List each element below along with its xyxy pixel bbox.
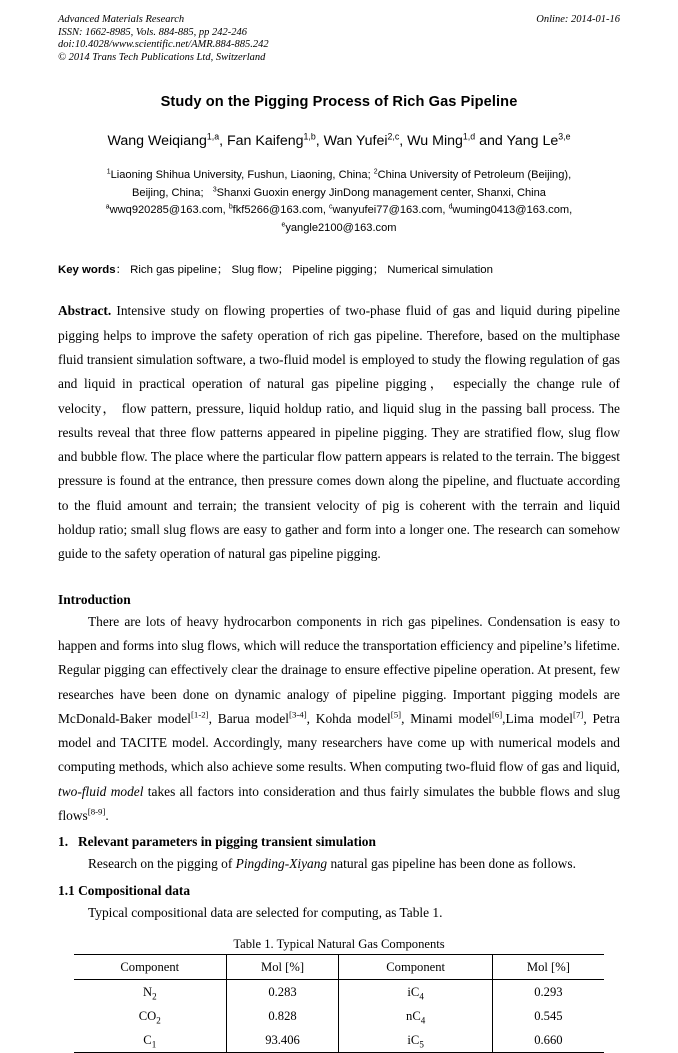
component-subscript: 2 xyxy=(152,991,157,1002)
section1-paragraph xyxy=(58,852,620,876)
author-list xyxy=(58,133,620,149)
component-formula: CO xyxy=(138,1008,157,1023)
intro-text-e: ,Lima model xyxy=(502,710,574,726)
section-title-1: Relevant parameters in pigging transient simulation xyxy=(78,834,376,850)
author-affiliation-marker: 2,c xyxy=(387,131,400,142)
component-subscript: 5 xyxy=(419,1039,424,1050)
table-caption: Table 1. Typical Natural Gas Components xyxy=(233,936,445,951)
author-separator: , xyxy=(399,133,408,149)
table-column-header-component-2: Component xyxy=(339,954,492,979)
affiliation-text-2a: Beijing, China; xyxy=(132,186,213,199)
journal-running-header xyxy=(58,14,620,66)
intro-text-g: takes all factors into consideration and thus fairly simulates the bubble flows and slug flows xyxy=(58,783,620,824)
online-date: Online: 2014-01-16 xyxy=(536,14,620,25)
table-cell-component xyxy=(74,1028,226,1053)
author-separator: , xyxy=(315,133,324,149)
intro-text-b: , Barua model xyxy=(208,710,289,726)
section-heading-introduction: Introduction xyxy=(58,591,131,607)
email-marker-e: e xyxy=(281,221,286,229)
citation-2[interactable]: [3-4] xyxy=(289,709,307,720)
journal-issn: ISSN: 1662-8985, Vols. 884-885, pp 242-246 xyxy=(58,26,247,38)
affiliation-marker-3: 3 xyxy=(212,185,217,193)
component-formula: nC xyxy=(406,1008,421,1023)
component-formula: iC xyxy=(407,1032,420,1047)
citation-3[interactable]: [5] xyxy=(390,709,402,720)
table-cell-mol: 0.293 xyxy=(492,979,604,1004)
intro-text-d: , Minami model xyxy=(401,710,492,726)
author-affiliation-marker: 1,a xyxy=(206,131,220,142)
affiliation-text-1b: China University of Petroleum (Beijing), xyxy=(377,169,572,181)
component-subscript: 4 xyxy=(419,991,424,1002)
affiliation-block xyxy=(58,167,620,237)
citation-4[interactable]: [6] xyxy=(491,709,503,720)
section11-paragraph: Typical compositional data are selected for computing, as Table 1. xyxy=(88,904,443,920)
affiliation-line-1 xyxy=(58,167,620,185)
journal-copyright: © 2014 Trans Tech Publications Ltd, Switzerland xyxy=(58,51,266,63)
affiliation-text-2b: Shanxi Guoxin energy JinDong management center, Shanxi, China xyxy=(216,186,546,199)
keywords-text: Rich gas pipeline； Slug flow； Pipeline pigging； Numerical simulation xyxy=(127,264,493,277)
table-column-header-mol-2: Mol [%] xyxy=(492,954,604,979)
component-formula: N xyxy=(142,984,153,999)
table-cell-component xyxy=(339,1004,492,1028)
component-subscript: 2 xyxy=(156,1015,161,1026)
abstract-text: Intensive study on flowing properties of two-phase fluid of gas and liquid during pipeline pigging helps to improve the safety operation of rich gas pipeline. Therefore, based on the multiphase fluid transient simulation software, a two-fluid model is employed to study the flowing regulation of gas and liquid in practical operation of natural gas pipeline pigging， especially the change rule of velocity， flow pattern, pressure, liquid holdup ratio, and liquid slug in the passing ball process. The results reveal that three flow patterns appeared in pipeline pigging. They are stratified flow, slug flow and bubble flow. The place where the particular flow pattern appears is related to the terrain. The biggest pressure is found at the entrance, then pressure comes down along the pipeline, and fluctuate according to the fluid amount and terrain; the transient velocity of pig is coherent with the terrain and liquid holdup ratio; small slug flows are easy to gather and form into a longer one. The research can somehow guide to the safety operation of natural gas pipeline pigging. xyxy=(58,303,620,562)
email-c[interactable]: wanyufei77@163.com, xyxy=(332,204,449,217)
email-e[interactable]: yangle2100@163.com xyxy=(285,221,397,234)
affiliation-text-1a: Liaoning Shihua University, Fushun, Liaoning, China; xyxy=(110,169,374,181)
citation-5[interactable]: [7] xyxy=(573,709,584,720)
table-row xyxy=(74,1004,604,1028)
table-cell-component xyxy=(339,1028,492,1053)
citation-6[interactable]: [8-9] xyxy=(87,806,106,817)
table-cell-mol: 0.660 xyxy=(492,1028,604,1053)
section-heading-1-1: 1.1 Compositional data xyxy=(58,882,191,898)
component-formula: C xyxy=(143,1032,152,1047)
section1-emphasis-pipeline-name: Pingding-Xiyang xyxy=(235,856,328,872)
table-cell-component xyxy=(74,1004,226,1028)
keywords-label: Key words xyxy=(58,264,116,277)
table-row xyxy=(74,979,604,1004)
author-name: Yang Le xyxy=(506,133,559,149)
intro-text-a: There are lots of heavy hydrocarbon components in rich gas pipelines. Condensation is easy to happen and forms into slug flows, which will reduce the transportation efficiency and pipeline’s lifetime. Regular pigging can effectively clear the drainage to ensure effective pipeline operation. At present, few researches have been done on dynamic analogy of pipeline pigging. Important pigging models are McDonald-Baker model xyxy=(58,613,621,726)
section1-text-b: natural gas pipeline has been done as follows. xyxy=(327,856,576,872)
gas-components-table xyxy=(74,954,604,1053)
table-cell-mol: 0.545 xyxy=(492,1004,604,1028)
affiliation-line-2 xyxy=(58,185,620,203)
journal-doi: doi:10.4028/www.scientific.net/AMR.884-885.242 xyxy=(58,39,269,51)
intro-text-c: , Kohda model xyxy=(306,710,391,726)
author-separator: , xyxy=(219,133,227,149)
intro-text-f: , Petra model and TACITE model. Accordingly, many researchers have come up with numerical models and computing methods, which also achieve some results. When computing two-fluid flow of gas and liquid, xyxy=(58,710,620,775)
affiliation-marker-1: 1 xyxy=(106,168,111,176)
email-line-2 xyxy=(58,220,620,238)
author-name: Wang Weiqiang xyxy=(107,133,207,149)
citation-1[interactable]: [1-2] xyxy=(190,709,209,720)
table-header-row xyxy=(74,954,604,979)
keywords-line xyxy=(58,261,620,277)
introduction-paragraph xyxy=(58,610,620,829)
table-column-header-mol-1: Mol [%] xyxy=(226,954,339,979)
component-formula: iC xyxy=(407,984,420,999)
author-affiliation-marker: 1,b xyxy=(303,131,316,142)
table-header xyxy=(74,954,604,979)
table-cell-mol: 93.406 xyxy=(226,1028,339,1053)
author-name: Wan Yufei xyxy=(323,133,388,149)
section-number-1: 1. xyxy=(58,834,69,850)
section-heading-1 xyxy=(58,834,620,850)
author-affiliation-marker: 3,e xyxy=(558,131,571,142)
intro-emphasis-two-fluid-model: two-fluid model xyxy=(58,783,144,799)
email-b[interactable]: fkf5266@163.com, xyxy=(232,204,330,217)
email-d[interactable]: wuming0413@163.com, xyxy=(452,204,573,217)
email-marker-d: d xyxy=(448,203,453,211)
email-a[interactable]: wwq920285@163.com, xyxy=(109,204,229,217)
affiliation-marker-2: 2 xyxy=(373,168,378,176)
table-cell-component xyxy=(74,979,226,1004)
intro-text-h: . xyxy=(105,808,109,824)
keywords-separator: ： xyxy=(115,264,128,277)
author-name: Wu Ming xyxy=(407,133,463,149)
table-cell-component xyxy=(339,979,492,1004)
table-row xyxy=(74,1028,604,1053)
table-cell-mol: 0.828 xyxy=(226,1004,339,1028)
abstract-paragraph xyxy=(58,299,620,566)
table-body xyxy=(74,979,604,1052)
email-marker-a: a xyxy=(105,203,110,211)
email-line-1 xyxy=(58,202,620,220)
email-marker-b: b xyxy=(228,203,233,211)
table-column-header-component-1: Component xyxy=(120,959,180,974)
abstract-label: Abstract. xyxy=(58,303,112,319)
section1-text-a: Research on the pigging of xyxy=(88,856,236,872)
author-affiliation-marker: 1,d xyxy=(462,131,476,142)
page-title: Study on the Pigging Process of Rich Gas Pipeline xyxy=(160,94,518,110)
table-cell-mol: 0.283 xyxy=(226,979,339,1004)
author-name: Fan Kaifeng xyxy=(227,133,304,149)
email-marker-c: c xyxy=(329,203,333,211)
component-subscript: 4 xyxy=(420,1015,426,1026)
journal-name: Advanced Materials Research xyxy=(58,14,185,25)
author-separator: and xyxy=(475,133,507,149)
component-subscript: 1 xyxy=(151,1039,157,1050)
